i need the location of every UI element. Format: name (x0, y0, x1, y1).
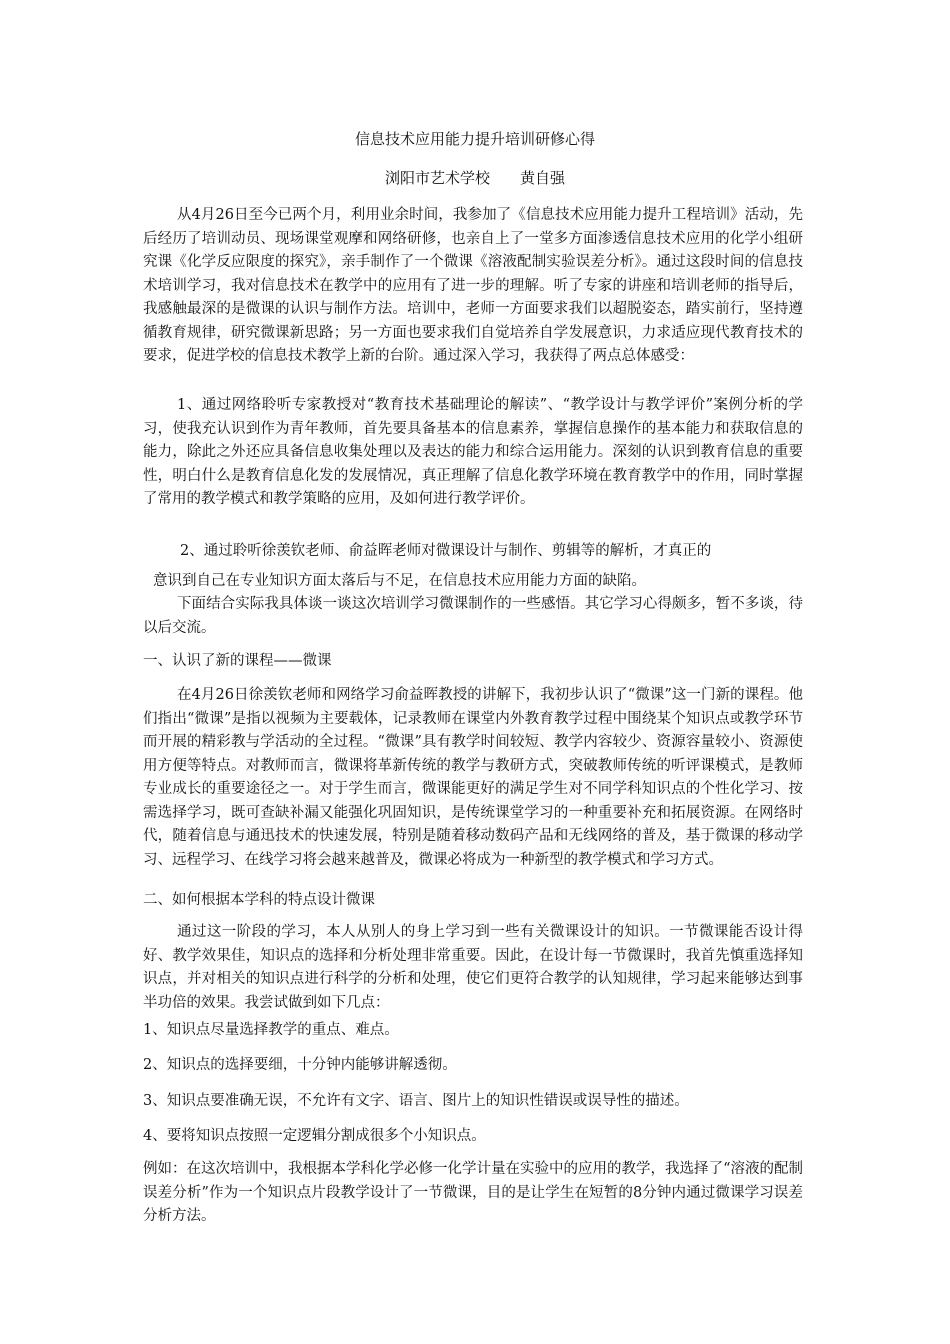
list-item-1: 1、知识点尽量选择教学的重点、难点。 (143, 1022, 399, 1038)
point-2-line-1: 2、通过聆听徐羡钦老师、俞益晖老师对微课设计与制作、剪辑等的解析，才真正的 (180, 543, 712, 559)
author-line: 浏阳市艺术学校 黄自强 (384, 169, 565, 187)
bridge-paragraph: 下面结合实际我具体谈一谈这次培训学习微课制作的一些感悟。其它学习心得颇多，暂不多谈，待以后交流。 (143, 596, 803, 636)
list-item-2: 2、知识点的选择要细，十分钟内能够讲解透彻。 (143, 1057, 457, 1073)
list-item-4: 4、要将知识点按照一定逻辑分割成很多个小知识点。 (143, 1128, 486, 1144)
section-heading-1: 一、认识了新的课程——微课 (143, 653, 332, 669)
point-2-line-2: 意识到自己在专业知识方面太落后与不足，在信息技术应用能力方面的缺陷。 (153, 573, 646, 589)
intro-paragraph: 从4月26日至今已两个月，利用业余时间，我参加了《信息技术应用能力提升工程培训》活动，先后经历了培训动员、现场课堂观摩和网络研修，也亲自上了一堂多方面渗透信息技术应用的化学小组研究课《化学反应限度的探究》，亲手制作了一个微课《溶液配制实验误差分析》。通过这段时间的信息技术培训学习，我对信息技术在教学中的应用有了进一步的理解。听了专家的讲座和培训老师的指导后，我感触最深的是微课的认识与制作方法。培训中，老师一方面要求我们以超脱姿态，踏实前行，坚持遵循教育规律，研究微课新思路；另一方面也要求我们自觉培养自学发展意识，力求适应现代教育技术的要求，促进学校的信息技术教学上新的台阶。通过深入学习，我获得了两点总体感受： (143, 207, 803, 364)
section-1-paragraph: 在4月26日徐羡钦老师和网络学习俞益晖教授的讲解下，我初步认识了“微课”这一门新的课程。他们指出“微课”是指以视频为主要载体，记录教师在课堂内外教育教学过程中围绕某个知识点或教学环节而开展的精彩教与学活动的全过程。“微课”具有教学时间较短、教学内容较少、资源容量较小、资源使用方便等特点。对教师而言，微课将革新传统的教学与教研方式，突破教师传统的听评课模式，是教师专业成长的重要途径之一。对于学生而言，微课能更好的满足学生对不同学科知识点的个性化学习、按需选择学习，既可查缺补漏又能强化巩固知识，是传统课堂学习的一种重要补充和拓展资源。在网络时代，随着信息与通迅技术的快速发展，特别是随着移动数码产品和无线网络的普及，基于微课的移动学习、远程学习、在线学习将会越来越普及，微课必将成为一种新型的教学模式和学习方式。 (143, 687, 803, 868)
section-heading-2: 二、如何根据本学科的特点设计微课 (143, 892, 375, 908)
section-2-paragraph: 通过这一阶段的学习，本人从别人的身上学习到一些有关微课设计的知识。一节微课能否设计得好、教学效果佳，知识点的选择和分析处理非常重要。因此，在设计每一节微课时，我首先慎重选择知识点，并对相关的知识点进行科学的分析和处理，使它们更符合教学的认知规律，学习起来能够达到事半功倍的效果。我尝试做到如下几点： (143, 924, 803, 1011)
example-paragraph: 例如：在这次培训中，我根据本学科化学必修一化学计量在实验中的应用的教学，我选择了“溶液的配制误差分析”作为一个知识点片段教学设计了一节微课，目的是让学生在短暂的8分钟内通过微课学习误差分析方法。 (143, 1161, 803, 1224)
point-1-paragraph: 1、通过网络聆听专家教授对“教育技术基础理论的解读”、“教学设计与教学评价”案例分析的学习，使我充认识到作为青年教师，首先要具备基本的信息素养，掌握信息操作的基本能力和获取信息的能力，除此之外还应具备信息收集处理以及表达的能力和综合运用能力。深刻的认识到教育信息的重要性，明白什么是教育信息化发的发展情况，真正理解了信息化教学环境在教育教学中的作用，同时掌握了常用的教学模式和教学策略的应用，及如何进行教学评价。 (143, 397, 803, 507)
document-title: 信息技术应用能力提升培训研修心得 (354, 130, 595, 148)
list-item-3: 3、知识点要准确无误，不允许有文字、语言、图片上的知识性错误或误导性的描述。 (143, 1093, 689, 1109)
